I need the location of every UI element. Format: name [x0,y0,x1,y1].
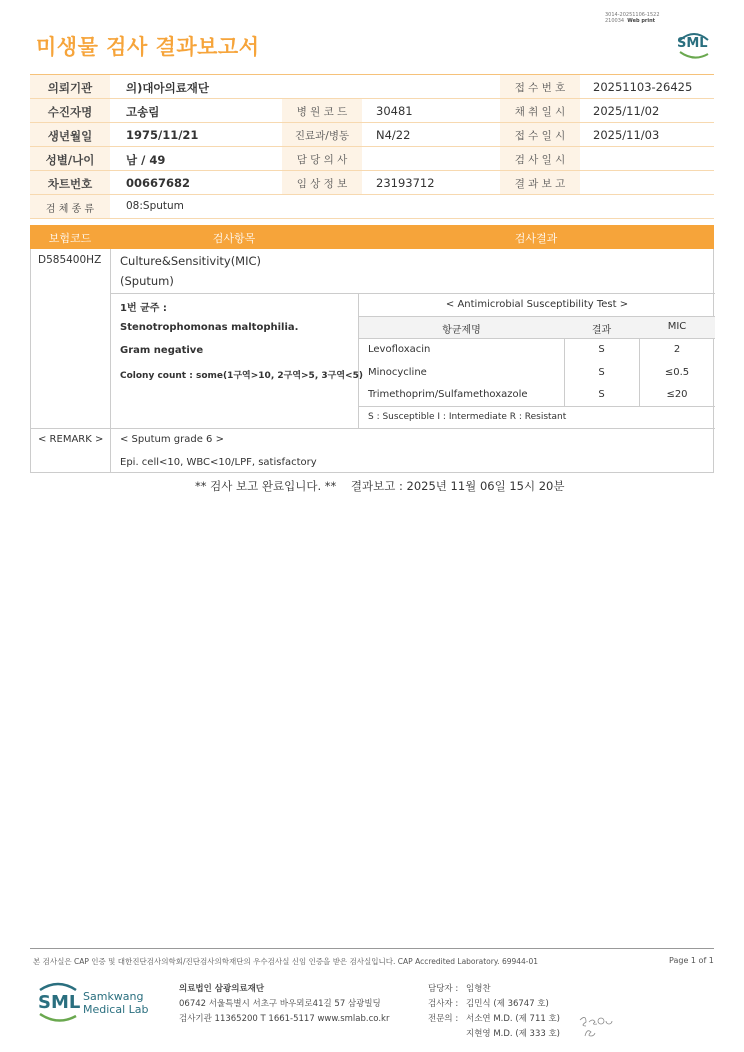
patient-row [30,147,714,171]
patient-value: 23193712 [376,176,435,190]
patient-row [30,75,714,99]
print-meta [605,12,660,24]
patient-label: 진료과/병동 [294,130,350,142]
ast-drug: Minocycline [368,366,427,378]
report-time: 결과보고 : 2025년 11월 06일 15시 20분 [350,479,565,493]
patient-label: 수진자명 [47,105,93,119]
patient-label: 임 상 정 보 [296,178,348,190]
patient-row [30,99,714,123]
ast-result: S [598,389,605,400]
patient-value: 의)대아의료재단 [126,81,210,95]
staff-row [428,1027,560,1042]
insurance-code: D585400HZ [38,254,102,266]
remark-grade: < Sputum grade 6 > [120,434,224,445]
samkwang-logo-name2: Medical Lab [83,1003,149,1016]
patient-label: 접 수 일 시 [514,130,566,142]
staff-list [428,982,560,1042]
staff-name: 지현영 M.D. (제 333 호) [466,1029,561,1039]
samkwang-logo-name1: Samkwang [83,990,144,1003]
staff-name: 서소연 M.D. (제 711 호) [466,1014,561,1024]
col-insurance-code: 보험코드 [48,232,92,245]
patient-value: 00667682 [126,176,191,190]
staff-row [428,997,560,1012]
patient-value: 1975/11/21 [126,128,199,142]
patient-value: N4/22 [376,128,411,142]
patient-row [30,195,714,219]
staff-role: 검사자 : [428,999,459,1009]
org-info [179,982,389,1027]
patient-label: 담 당 의 사 [296,154,348,166]
ast-mic: ≤20 [666,389,688,400]
staff-name: 임형찬 [466,984,491,994]
ast-mic: ≤0.5 [664,366,690,378]
page-number: Page 1 of 1 [669,956,714,965]
ast-result: S [598,366,605,378]
sml-logo [674,26,714,64]
remark-label: < REMARK > [38,434,104,445]
patient-value: 08:Sputum [126,200,184,212]
sml-logo-text: SML [677,36,708,51]
patient-value: 고송림 [126,105,160,119]
ast-head-mic: MIC [667,321,687,332]
organism-name: Stenotrophomonas maltophilia. [120,322,299,333]
completion-line [195,478,564,494]
ast-mic: 2 [673,344,681,355]
patient-label: 성별/나이 [45,153,95,167]
ast-legend: S : Susceptible I : Intermediate R : Resistant [368,412,567,422]
org-name: 의료법인 삼광의료재단 [179,984,265,994]
samkwang-logo-sml: SML [38,992,81,1013]
ast-head-result: 결과 [591,325,612,336]
patient-label: 생년월일 [47,129,93,143]
patient-value: 30481 [376,104,413,118]
samkwang-logo [36,980,156,1026]
patient-value: 2025/11/02 [593,104,660,118]
report-title: 미생물 검사 결과보고서 [36,35,260,59]
result-table-header [30,225,714,249]
staff-role: 전문의 : [428,1014,459,1024]
col-test-result: 검사결과 [514,232,558,245]
ast-result: S [598,344,605,355]
patient-label: 검 체 종 류 [45,204,95,215]
remark-detail: Epi. cell<10, WBC<10/LPF, satisfactory [120,457,317,468]
patient-label: 채 취 일 시 [514,106,566,118]
footer-divider [30,948,714,949]
patient-value: 2025/11/03 [593,128,660,142]
patient-label: 병 원 코 드 [296,106,348,118]
test-name: Culture&Sensitivity(MIC) [120,254,262,268]
print-meta-code: 210034 [605,18,625,24]
patient-value: 남 / 49 [126,153,166,167]
org-contact: 검사기관 11365200 T 1661-5117 www.smlab.co.kr [179,1014,390,1024]
test-specimen: (Sputum) [120,274,174,288]
organism-label: 1번 균주 : [120,303,167,314]
ast-drug: Levofloxacin [368,344,431,355]
staff-name: 김민식 (제 36747 호) [466,999,549,1009]
staff-role: 담당자 : [428,984,459,994]
col-test-item: 검사항목 [212,232,256,245]
patient-value: 20251103-26425 [593,80,693,94]
signature-image [577,1010,617,1040]
colony-count: Colony count : some(1구역>10, 2구역>5, 3구역<5) [120,371,363,381]
staff-row [428,1012,560,1027]
patient-label: 결 과 보 고 [514,178,566,190]
gram-stain: Gram negative [120,345,204,356]
result-table [30,225,714,473]
print-meta-id: 3014-20251106-1522 [605,12,660,18]
patient-row [30,171,714,195]
ast-drug: Trimethoprim/Sulfamethoxazole [368,389,528,400]
completion-text: ** 검사 보고 완료입니다. ** [195,479,337,493]
patient-row [30,123,714,147]
ast-head-drug: 항균제명 [442,325,481,336]
patient-info-table [30,74,714,219]
patient-label: 의뢰기관 [47,81,93,95]
patient-label: 접 수 번 호 [514,82,566,94]
cert-note: 본 검사실은 CAP 인증 및 대한진단검사의학회/진단검사의학재단의 우수검사실 신임 인증을 받은 검사실입니다. CAP Accredited Laboratory. 69944-01 [33,957,539,966]
print-meta-web: Web print [627,18,656,24]
patient-label: 차트번호 [47,177,93,191]
ast-title: < Antimicrobial Susceptibility Test > [445,299,629,310]
staff-row [428,982,560,997]
org-address: 06742 서울특별시 서초구 바우뫼로41길 57 삼광빌딩 [179,999,381,1009]
patient-label: 검 사 일 시 [514,154,566,166]
